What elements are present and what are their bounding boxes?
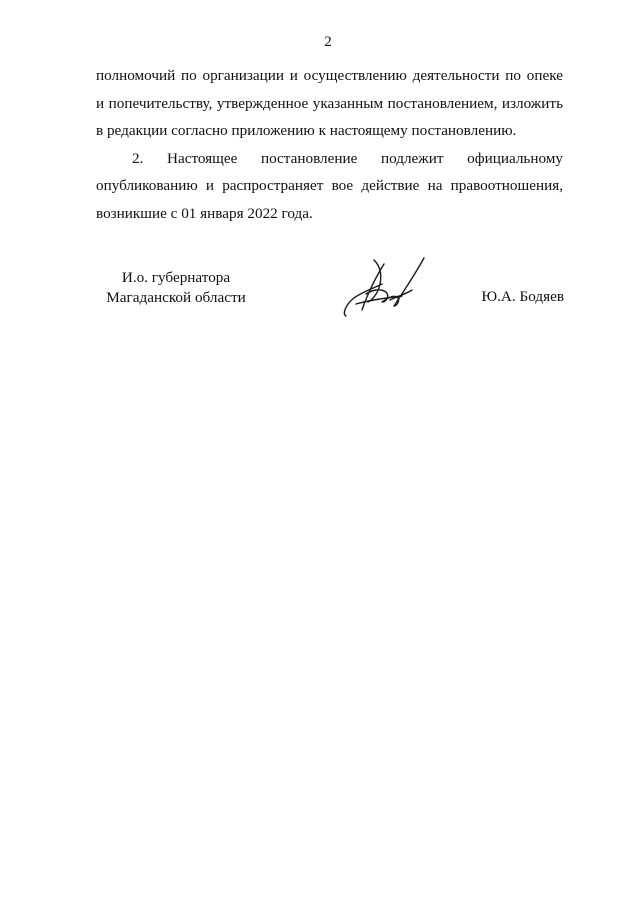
paragraph-1 bbox=[96, 62, 563, 145]
text-line: полномочий по организации и осуществлению деятельности по опеке bbox=[96, 67, 563, 84]
signatory-name: Ю.А. Бодяев bbox=[481, 288, 564, 305]
handwritten-signature bbox=[336, 254, 436, 324]
text-line: в редакции согласно приложению к настоящему постановлению. bbox=[96, 122, 517, 139]
text-line: 2. Настоящее постановление подлежит официальному bbox=[132, 149, 563, 167]
signatory-title-line-1: И.о. губернатора bbox=[121, 269, 231, 286]
signatory-title bbox=[96, 268, 256, 308]
text-line: и попечительству, утвержденное указанным постановлением, изложить bbox=[96, 94, 563, 112]
text-line: опубликованию и распространяет вое действие на правоотношения, bbox=[96, 177, 563, 194]
page-number: 2 bbox=[324, 34, 332, 50]
text-line: возникшие с 01 января 2022 года. bbox=[96, 204, 313, 222]
signature-block bbox=[0, 268, 640, 348]
document-body bbox=[96, 62, 563, 227]
paragraph-2 bbox=[96, 145, 563, 228]
signatory-title-line-2: Магаданской области bbox=[106, 289, 246, 306]
